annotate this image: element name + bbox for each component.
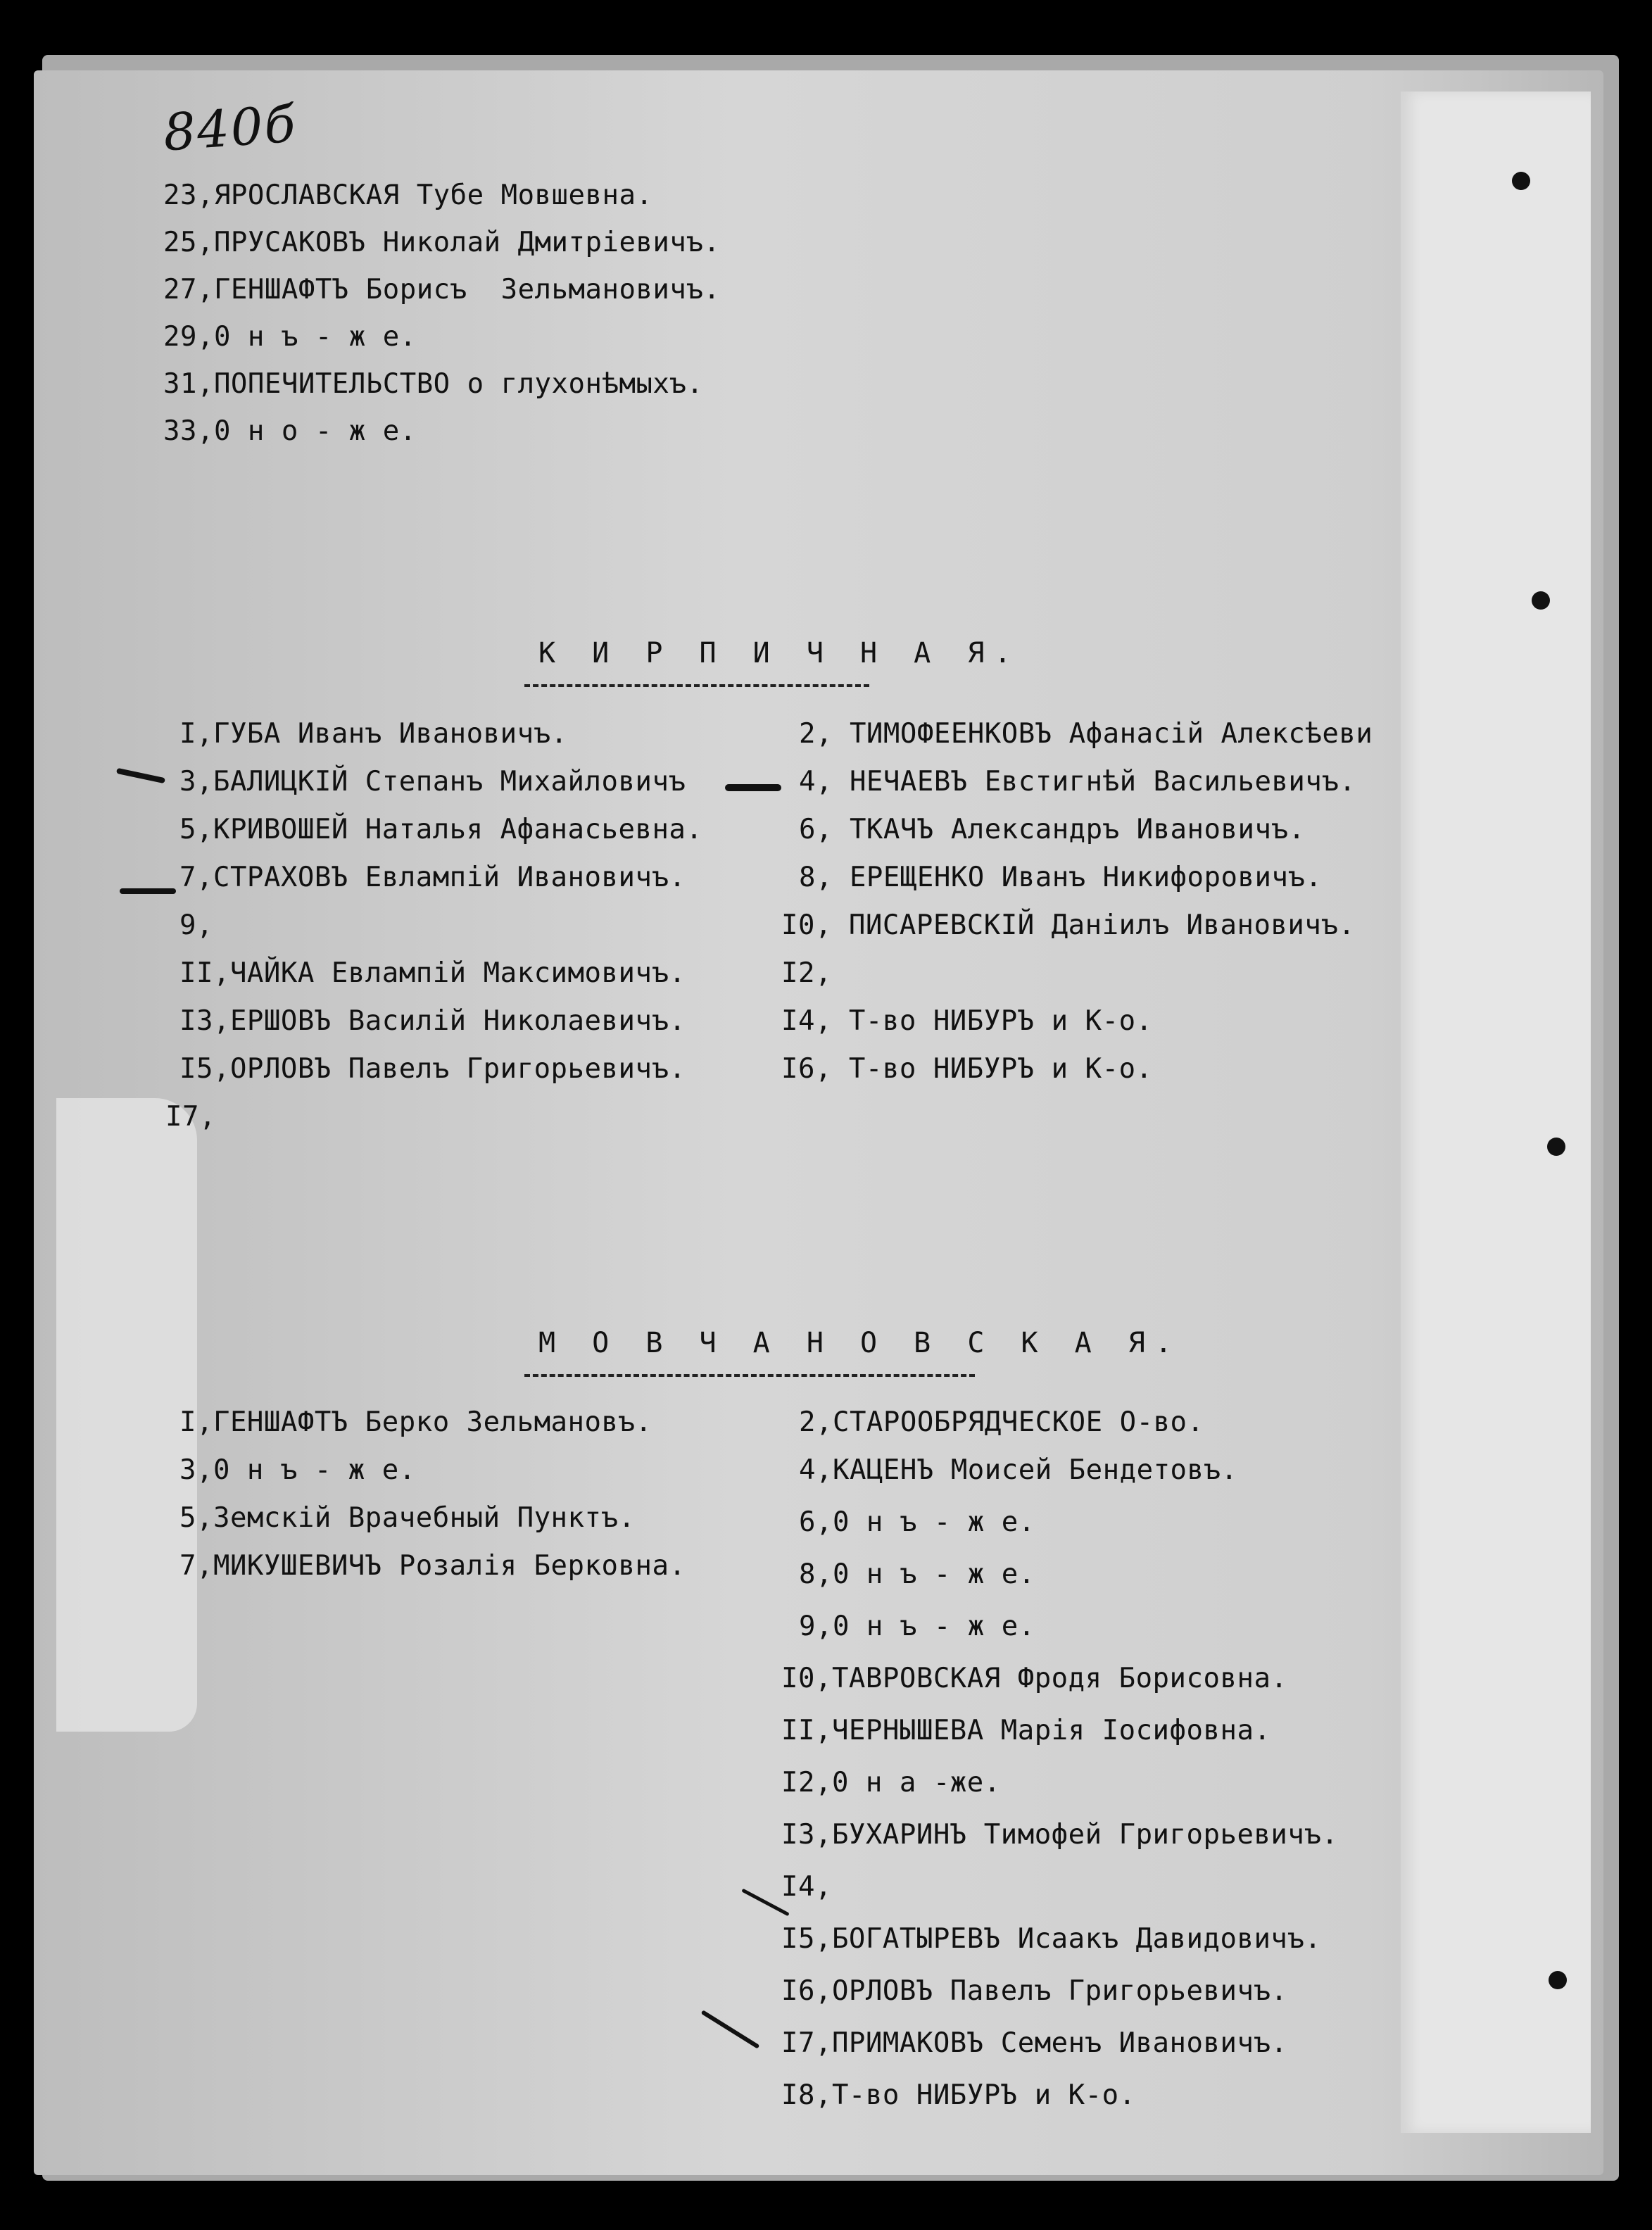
ink-blot (1532, 591, 1550, 610)
torn-paper-area (56, 1098, 197, 1732)
movchanovskaya-left-item: 7,МИКУШЕВИЧЪ Розалія Берковна. (179, 1550, 686, 1582)
movchanovskaya-right-item: I2,0 н а -же. (781, 1767, 1001, 1799)
kirpichnaya-right-item: I2, (781, 957, 832, 989)
pen-mark (725, 784, 781, 791)
heading-underline (524, 1374, 975, 1377)
street-heading-movchanovskaya: М О В Ч А Н О В С К А Я. (538, 1327, 1182, 1359)
kirpichnaya-right-item: I6, Т-во НИБУРЪ и К-о. (781, 1053, 1153, 1085)
movchanovskaya-right-item: I3,БУХАРИНЪ Тимофей Григорьевичъ. (781, 1819, 1339, 1851)
movchanovskaya-right-item: 4,КАЦЕНЪ Моисей Бендетовъ. (799, 1454, 1238, 1486)
movchanovskaya-right-item: 9,0 н ъ - ж е. (799, 1611, 1035, 1642)
kirpichnaya-left-item: I5,ОРЛОВЪ Павелъ Григорьевичъ. (179, 1053, 686, 1085)
top-list-item: 33,0 н о - ж е. (163, 415, 417, 447)
heading-underline (524, 684, 869, 687)
kirpichnaya-left-item: I7, (165, 1101, 216, 1133)
kirpichnaya-right-item: I4, Т-во НИБУРЪ и К-о. (781, 1005, 1153, 1037)
top-list-item: 25,ПРУСАКОВЪ Николай Дмитріевичъ. (163, 227, 721, 258)
movchanovskaya-right-item: II,ЧЕРНЫШЕВА Марія Іосифовна. (781, 1715, 1271, 1746)
kirpichnaya-left-item: I3,ЕРШОВЪ Василій Николаевичъ. (179, 1005, 686, 1037)
top-list-item: 23,ЯРОСЛАВСКАЯ Тубе Мовшевна. (163, 179, 653, 211)
kirpichnaya-left-item: 7,СТРАХОВЪ Евлампій Ивановичъ. (179, 862, 686, 893)
ink-blot (1547, 1138, 1565, 1156)
top-list-item: 29,0 н ъ - ж е. (163, 321, 417, 353)
movchanovskaya-right-item: I4, (781, 1871, 832, 1903)
movchanovskaya-right-item: I7,ПРИМАКОВЪ Семенъ Ивановичъ. (781, 2027, 1288, 2059)
movchanovskaya-right-item: 8,0 н ъ - ж е. (799, 1558, 1035, 1590)
movchanovskaya-left-item: 5,Земскій Врачебный Пунктъ. (179, 1502, 636, 1534)
paper-strip (1401, 92, 1591, 2133)
movchanovskaya-right-item: I0,ТАВРОВСКАЯ Фродя Борисовна. (781, 1663, 1288, 1694)
kirpichnaya-right-item: 8, ЕРЕЩЕНКО Иванъ Никифоровичъ. (799, 862, 1323, 893)
kirpichnaya-right-item: 4, НЕЧАЕВЪ Евстигнѣй Васильевичъ. (799, 766, 1356, 798)
movchanovskaya-left-item: 3,0 н ъ - ж е. (179, 1454, 416, 1486)
kirpichnaya-left-item: 5,КРИВОШЕЙ Наталья Афанасьевна. (179, 814, 703, 845)
kirpichnaya-right-item: I0, ПИСАРЕВСКІЙ Даніилъ Ивановичъ. (781, 909, 1356, 941)
kirpichnaya-left-item: 9, (179, 909, 213, 941)
movchanovskaya-right-item: I6,ОРЛОВЪ Павелъ Григорьевичъ. (781, 1975, 1288, 2007)
handwritten-page-number: 840б (161, 94, 299, 163)
movchanovskaya-right-item: 6,0 н ъ - ж е. (799, 1506, 1035, 1538)
movchanovskaya-right-item: I8,Т-во НИБУРЪ и К-о. (781, 2079, 1136, 2111)
movchanovskaya-right-item: 2,СТАРООБРЯДЧЕСКОЕ О-во. (799, 1406, 1204, 1438)
pen-mark (120, 888, 176, 894)
kirpichnaya-left-item: II,ЧАЙКА Евлампій Максимовичъ. (179, 957, 686, 989)
ink-blot (1549, 1971, 1567, 1989)
kirpichnaya-right-item: 6, ТКАЧЪ Александръ Ивановичъ. (799, 814, 1306, 845)
kirpichnaya-left-item: 3,БАЛИЦКІЙ Степанъ Михайловичъ (179, 766, 686, 798)
movchanovskaya-right-item: I5,БОГАТЫРЕВЪ Исаакъ Давидовичъ. (781, 1923, 1322, 1955)
kirpichnaya-left-item: I,ГУБА Иванъ Ивановичъ. (179, 718, 568, 750)
ink-blot (1512, 172, 1530, 190)
movchanovskaya-left-item: I,ГЕНШАФТЪ Берко Зельмановъ. (179, 1406, 652, 1438)
street-heading-kirpichnaya: К И Р П И Ч Н А Я. (538, 637, 1021, 669)
kirpichnaya-right-item: 2, ТИМОФЕЕНКОВЪ Афанасій Алексѣеви (799, 718, 1373, 750)
top-list-item: 31,ПОПЕЧИТЕЛЬСТВО о глухонѣмыхъ. (163, 368, 704, 400)
top-list-item: 27,ГЕНШАФТЪ Борисъ Зельмановичъ. (163, 274, 721, 305)
